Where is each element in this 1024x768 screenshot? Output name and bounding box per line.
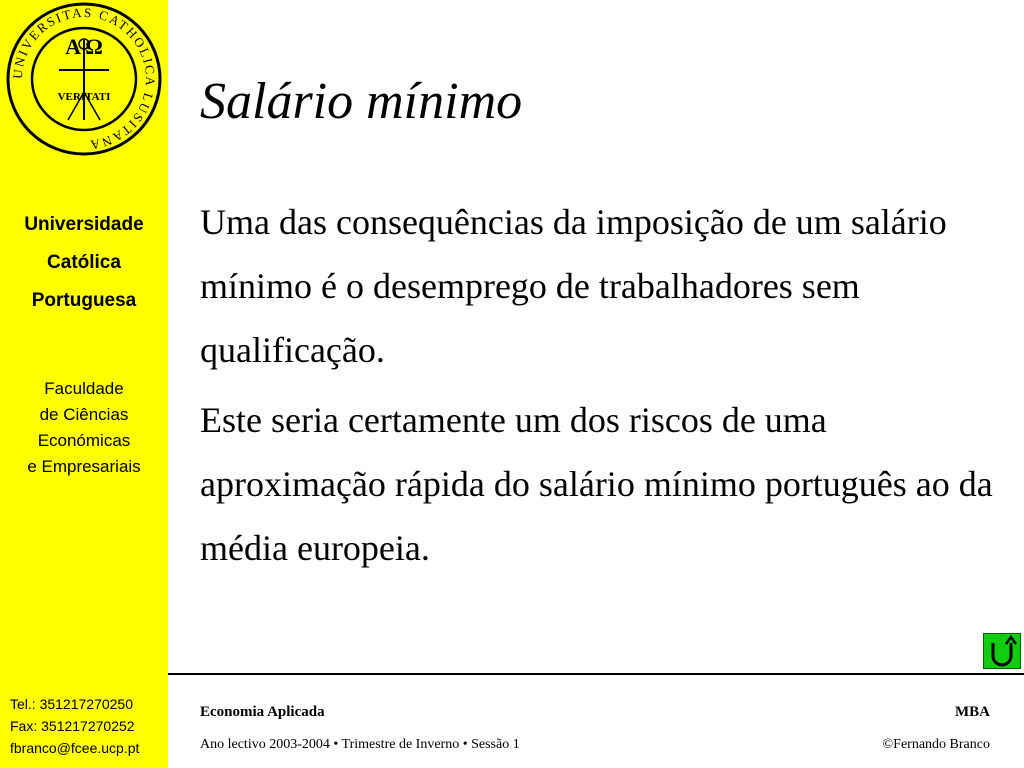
university-line: Portuguesa bbox=[31, 290, 137, 311]
seal-symbols: A Ω bbox=[65, 34, 103, 59]
faculty-line: Faculdade bbox=[44, 379, 124, 398]
slide-title: Salário mínimo bbox=[200, 73, 523, 130]
return-button[interactable] bbox=[983, 633, 1021, 669]
university-seal-logo bbox=[4, 0, 164, 158]
footer-copyright: ©Fernando Branco bbox=[882, 737, 990, 752]
body-paragraph: Uma das consequências da imposição de um salário mínimo é o desemprego de trabalhadores sem qualificação. bbox=[200, 202, 947, 370]
footer-divider bbox=[168, 673, 1024, 675]
contact-email[interactable]: fbranco@fcee.ucp.pt bbox=[10, 740, 140, 756]
faculty-line: Económicas bbox=[37, 431, 131, 450]
contact-info bbox=[10, 693, 168, 759]
footer-program: MBA bbox=[955, 704, 990, 720]
footer-session: Ano lectivo 2003-2004 • Trimestre de Inverno • Sessão 1 bbox=[200, 737, 520, 752]
faculty-name bbox=[0, 376, 168, 480]
seal-motto: VERITATI bbox=[57, 91, 111, 103]
slide-body bbox=[200, 190, 1010, 586]
footer-course: Economia Aplicada bbox=[200, 704, 325, 720]
sidebar bbox=[0, 0, 168, 768]
seal-ring-text: UNIVERSITAS CATHOLICA LUSITANA bbox=[9, 4, 159, 153]
u-turn-return-icon bbox=[984, 634, 1020, 668]
contact-tel: Tel.: 351217270250 bbox=[10, 696, 133, 712]
contact-fax: Fax: 351217270252 bbox=[10, 718, 135, 734]
faculty-line: de Ciências bbox=[39, 405, 129, 424]
university-name bbox=[0, 206, 168, 320]
university-line: Universidade bbox=[24, 214, 144, 235]
faculty-line: e Empresariais bbox=[27, 457, 141, 476]
body-paragraph: Este seria certamente um dos riscos de uma aproximação rápida do salário mínimo português ao da média europeia. bbox=[200, 400, 993, 568]
university-line: Católica bbox=[47, 252, 121, 273]
